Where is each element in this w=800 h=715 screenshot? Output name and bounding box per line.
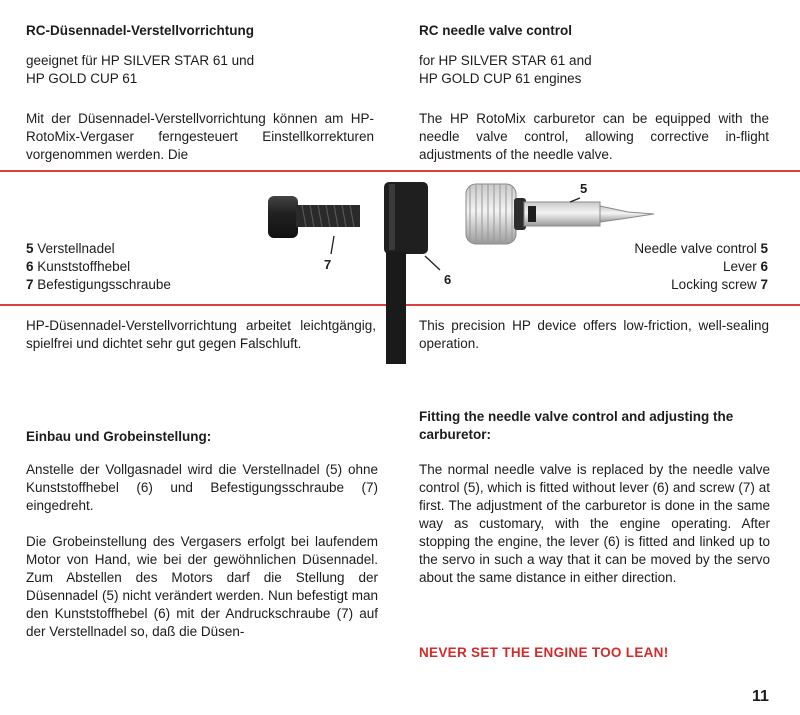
right-subtitle [419,52,592,88]
right-part-item: Needle valve control 5 [634,241,768,256]
right-part-item: Lever 6 [722,259,768,274]
callout-7-leader [331,236,334,254]
right-title: RC needle valve control [419,23,573,38]
right-parts-list [634,240,768,294]
engine-warning: NEVER SET THE ENGINE TOO LEAN! [419,645,669,660]
needle-valve-illustration [466,184,654,244]
left-title: RC-Düsennadel-Verstellvorrichtung [26,23,255,38]
left-part-item: 7 Befestigungsschraube [26,277,171,292]
left-parts-list [26,240,171,294]
left-subtitle-line1: geeignet für HP SILVER STAR 61 und [26,53,255,68]
right-subtitle-line1: for HP SILVER STAR 61 and [419,53,592,68]
page-number: 11 [752,688,769,705]
callout-6: 6 [444,272,452,287]
right-continued: This precision HP device offers low-friction, well-sealing operation. [419,318,769,351]
right-intro: The HP RotoMix carburetor can be equipped with the needle valve control, allowing corrective in-flight adjustments of the needle valve. [419,111,769,162]
locking-screw-illustration [268,196,360,238]
left-para-2: Die Grobeinstellung des Vergasers erfolgt bei laufendem Motor von Hand, wie bei der gewöhnlichen Düsennadel. Zum Abstellen des Motors darf die Stellung der Düsennadel (5) nicht verändert werden. Nun befestigt man den Kunststoffhebel (6) mit der Andruckschraube (7) auf der Verstellnadel so, daß die Düsen- [26,534,378,639]
left-section-heading: Einbau und Grobeinstellung: [26,429,212,444]
callout-5: 5 [580,181,588,196]
right-part-item: Locking screw 7 [671,277,768,292]
left-subtitle-line2: HP GOLD CUP 61 [26,71,138,86]
left-subtitle [26,52,254,88]
left-continued: HP-Düsennadel-Verstellvorrichtung arbeitet leichtgängig, spielfrei und dichtet sehr gut gegen Falschluft. [26,318,376,351]
callout-6-leader [425,256,440,270]
right-section-heading: Fitting the needle valve control and adjusting the carburetor: [419,409,734,442]
left-intro: Mit der Düsennadel-Verstellvorrichtung können am HP-RotoMix-Vergaser ferngesteuert Einstellkorrekturen vorgenommen werden. Die [26,111,374,162]
left-para-1: Anstelle der Vollgasnadel wird die Verstellnadel (5) ohne Kunststoffhebel (6) und Befestigungsschraube (7) eingedreht. [26,462,378,513]
callout-7: 7 [324,257,332,272]
left-part-item: 5 Verstellnadel [26,241,115,256]
left-part-item: 6 Kunststoffhebel [26,259,131,274]
right-subtitle-line2: HP GOLD CUP 61 engines [419,71,582,86]
right-para-1: The normal needle valve is replaced by the needle valve control (5), which is fitted without lever (6) and screw (7) at first. The adjustment of the carburetor is done in the same way as customary, with the engine operating. After stopping the engine, the lever (6) is fitted and linked up to the servo in such a way that it can be moved by the servo about the same distance in either direction. [419,462,770,585]
callout-5-leader [570,198,580,202]
